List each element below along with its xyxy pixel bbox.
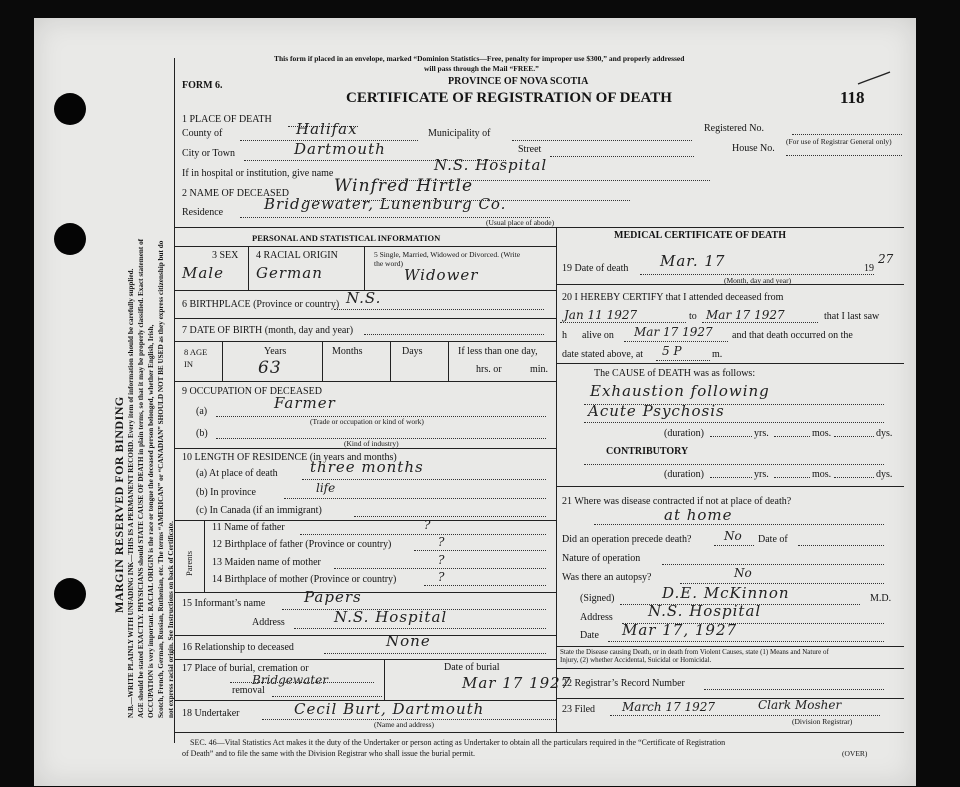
attended-to-label: to (689, 311, 697, 322)
margin-note-4: Scotch, French, German, Russian, Ruthenian, etc. The terms “AMERICAN” or “CANADIAN” SHOULD NOT BE USED as they express citizenship but do (157, 240, 165, 718)
registered-no-label: Registered No. (704, 123, 764, 134)
city-value: Dartmouth (294, 140, 386, 158)
place-of-death-label: 1 PLACE OF DEATH (182, 114, 272, 125)
at-place-label: (a) At place of death (196, 468, 278, 479)
institution-label: If in hospital or institution, give name (182, 168, 334, 179)
check-mark-icon (854, 68, 894, 90)
birthplace-label: 6 BIRTHPLACE (Province or country) (182, 299, 340, 310)
division-registrar-signature: Clark Mosher (758, 698, 842, 712)
operation-value: No (724, 529, 742, 543)
punch-hole-middle (54, 223, 86, 255)
at-place-value: three months (310, 458, 424, 476)
punch-hole-top (54, 93, 86, 125)
mother-name-label: 13 Maiden name of mother (212, 557, 321, 568)
undertaker-note: (Name and address) (374, 720, 434, 729)
certificate-title: CERTIFICATE OF REGISTRATION OF DEATH (346, 90, 672, 106)
dys-label-1: dys. (876, 428, 893, 439)
county-value: Halifax (296, 120, 358, 138)
last-saw-label: that I last saw (824, 311, 880, 322)
house-no-label: House No. (732, 143, 775, 154)
abode-note: (Usual place of abode) (486, 218, 555, 227)
occupation-a-note: (Trade or occupation or kind of work) (310, 417, 424, 426)
informant-address-label: Address (252, 617, 285, 628)
margin-note-5: not express racial origin. See Instructions on back of Certificate. (167, 521, 175, 718)
autopsy-value: No (734, 566, 752, 580)
medical-heading: MEDICAL CERTIFICATE OF DEATH (614, 230, 786, 241)
cause-of-death-label: The CAUSE of DEATH was as follows: (594, 368, 756, 379)
less-than-day-label: If less than one day, (458, 346, 538, 357)
province-heading: PROVINCE OF NOVA SCOTIA (448, 76, 589, 87)
residence-label: Residence (182, 207, 224, 218)
residence-length-label: 10 LENGTH OF RESIDENCE (in years and months) (182, 452, 397, 463)
occupation-b: (b) (196, 428, 208, 439)
burial-removal-label: removal (232, 685, 265, 696)
alive-on-value: Mar 17 1927 (634, 325, 713, 339)
undertaker-label: 18 Undertaker (182, 708, 240, 719)
physician-address-value: N.S. Hospital (648, 602, 762, 620)
state-disease-note-1: State the Disease causing Death, or in death from Violent Causes, state (1) Means and Nature of (560, 648, 829, 656)
alive-prefix: h (562, 330, 567, 341)
street-label: Street (518, 144, 542, 155)
where-contracted-value: at home (664, 506, 733, 524)
residence-value: Bridgewater, Lunenburg Co. (264, 195, 507, 213)
mother-birthplace-label: 14 Birthplace of mother (Province or country) (212, 574, 397, 585)
sex-label: 3 SEX (212, 250, 239, 261)
date-of-death-value: Mar. 17 (660, 252, 726, 270)
father-name-label: 11 Name of father (212, 522, 285, 533)
dys-label-2: dys. (876, 469, 893, 480)
months-label: Months (332, 346, 363, 357)
death-time-value: 5 P (662, 344, 682, 358)
footer-line-2: of Death” and to file the same with the Division Registrar who shall issue the burial permit. (182, 749, 476, 758)
marital-status-value: Widower (404, 266, 479, 284)
date-stated-label: date stated above, at (562, 349, 644, 360)
racial-origin-label: 4 RACIAL ORIGIN (256, 250, 338, 261)
county-label: County of (182, 128, 223, 139)
division-registrar-note: (Division Registrar) (792, 717, 853, 726)
footer-line-1: SEC. 46—Vital Statistics Act makes it the duty of the Undertaker or person acting as Undertaker to obtain all the particulars required in the “Certificate of Registration (190, 738, 726, 747)
occupation-label: 9 OCCUPATION OF DECEASED (182, 386, 322, 397)
relationship-value: None (386, 632, 431, 650)
record-number-label: 22 Registrar’s Record Number (562, 678, 685, 689)
contributory-label: CONTRIBUTORY (606, 446, 689, 457)
burial-date-value: Mar 17 1927 (462, 674, 572, 692)
form-number: FORM 6. (182, 80, 223, 91)
mos-label-2: mos. (812, 469, 832, 480)
in-canada-label: (c) In Canada (if an immigrant) (196, 505, 322, 516)
hrs-label: hrs. or (476, 364, 502, 375)
cause-line-2: Acute Psychosis (588, 402, 725, 420)
physician-date-label: Date (580, 630, 599, 641)
burial-place-value: Bridgewater (252, 673, 328, 687)
attended-to-value: Mar 17 1927 (706, 308, 785, 322)
autopsy-label: Was there an autopsy? (562, 572, 652, 583)
occupation-value: Farmer (274, 394, 336, 412)
marital-status-label: 5 Single, Married, Widowed or Divorced. (Write the word) (374, 250, 521, 268)
physician-signature: D.E. McKinnon (662, 584, 790, 602)
state-disease-note-2: Injury, (2) whether Accidental, Suicidal or Homicidal. (560, 656, 712, 664)
years-label: Years (264, 346, 287, 357)
relationship-label: 16 Relationship to deceased (182, 642, 294, 653)
date-of-birth-label: 7 DATE OF BIRTH (month, day and year) (182, 325, 354, 336)
attended-from-value: Jan 11 1927 (564, 308, 638, 322)
where-contracted-label: 21 Where was disease contracted if not at place of death? (562, 496, 792, 507)
binding-margin-label: MARGIN RESERVED FOR BINDING (112, 396, 126, 613)
deceased-name-value: Winfred Hirtle (334, 176, 474, 196)
duration-label-1: (duration) (664, 428, 704, 439)
personal-info-heading: PERSONAL AND STATISTICAL INFORMATION (252, 233, 441, 243)
informant-label: 15 Informant’s name (182, 598, 266, 609)
informant-address-value: N.S. Hospital (334, 608, 448, 626)
yrs-label-1: yrs. (754, 428, 769, 439)
filed-value: March 17 1927 (622, 700, 716, 714)
punch-hole-bottom (54, 578, 86, 610)
mail-notice-2: will pass through the Mail “FREE.” (424, 64, 539, 73)
duration-label-2: (duration) (664, 469, 704, 480)
in-province-value: life (316, 481, 336, 495)
md-label: M.D. (870, 593, 892, 604)
undertaker-value: Cecil Burt, Dartmouth (294, 700, 485, 718)
margin-note-3: OCCUPATION is very important. RACIAL ORIGIN is the race or tongue the deceased person belonged, whether English, Irish, (147, 324, 155, 718)
death-year-value: 27 (878, 252, 894, 266)
sex-value: Male (182, 264, 224, 282)
days-label: Days (402, 346, 423, 357)
certify-label: 20 I HEREBY CERTIFY that I attended deceased from (562, 292, 784, 303)
operation-date-label: Date of (758, 534, 788, 545)
filed-label: 23 Filed (562, 704, 596, 715)
date-of-death-label: 19 Date of death (562, 263, 629, 274)
in-province-label: (b) In province (196, 487, 256, 498)
nature-operation-label: Nature of operation (562, 553, 641, 564)
signed-label: (Signed) (580, 593, 615, 604)
alive-on-label: alive on (582, 330, 614, 341)
yrs-label-2: yrs. (754, 469, 769, 480)
racial-origin-value: German (256, 264, 323, 282)
parents-label: Parents (184, 550, 194, 576)
min-label: min. (530, 364, 549, 375)
mother-name-value: ? (438, 553, 445, 567)
mos-label-1: mos. (812, 428, 832, 439)
margin-note-1: N.B.—WRITE PLAINLY WITH UNFADING INK—THIS IS A PERMANENT RECORD. Every item of information should be carefully supplied. (127, 268, 135, 718)
registrar-general-note: (For use of Registrar General only) (786, 137, 892, 146)
operation-label: Did an operation precede death? (562, 534, 692, 545)
burial-place-label: 17 Place of burial, cremation or (182, 663, 309, 674)
physician-address-label: Address (580, 612, 613, 623)
cause-line-1: Exhaustion following (590, 382, 770, 400)
institution-value: N.S. Hospital (434, 156, 548, 174)
deceased-name-label: 2 NAME OF DECEASED (182, 188, 289, 199)
father-birthplace-label: 12 Birthplace of father (Province or country) (212, 539, 392, 550)
margin-note-2: AGE should be stated EXACTLY. PHYSICIANS should STATE CAUSE OF DEATH in plain terms, so that it may be properly classified. Exact statement of (137, 238, 145, 718)
father-birthplace-value: ? (438, 535, 445, 549)
death-year-prefix: 19 (864, 263, 874, 274)
death-occurred-label: and that death occurred on the (732, 330, 853, 341)
age-label: 8 AGE IN (184, 347, 208, 369)
death-certificate (34, 18, 916, 786)
mother-birthplace-value: ? (438, 570, 445, 584)
occupation-a: (a) (196, 406, 208, 417)
occupation-b-note: (Kind of industry) (344, 439, 399, 448)
father-name-value: ? (424, 518, 431, 532)
municipality-label: Municipality of (428, 128, 491, 139)
certificate-number: 118 (840, 88, 865, 107)
burial-date-label: Date of burial (444, 662, 500, 673)
footer-over: (OVER) (842, 749, 868, 758)
city-label: City or Town (182, 148, 236, 159)
form-left-border (174, 58, 175, 743)
years-value: 63 (258, 358, 282, 378)
mail-notice-1: This form if placed in an envelope, marked “Dominion Statistics—Free, penalty for improper use $300,” and properly addressed (274, 54, 685, 63)
birthplace-value: N.S. (346, 289, 382, 307)
date-of-death-note: (Month, day and year) (724, 276, 792, 285)
m-label: m. (712, 349, 723, 360)
physician-date-value: Mar 17, 1927 (622, 621, 738, 639)
informant-value: Papers (304, 588, 362, 606)
